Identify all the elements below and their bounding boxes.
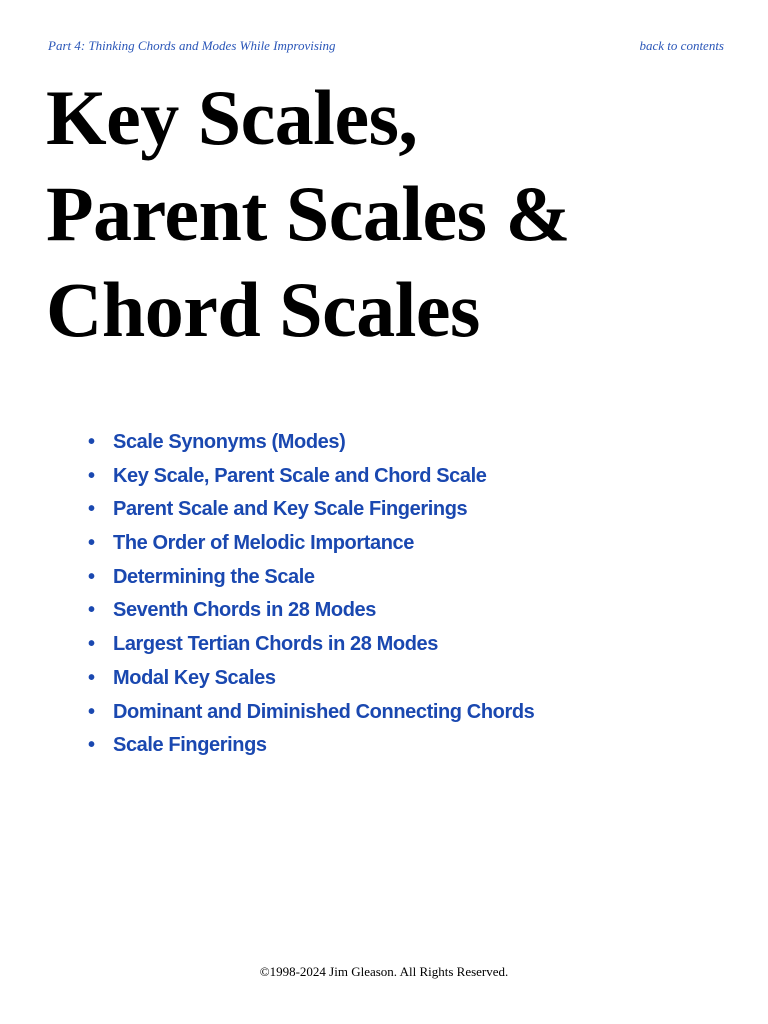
toc-link-tertian-chords[interactable]: Largest Tertian Chords in 28 Modes xyxy=(113,633,438,656)
part-link[interactable]: Part 4: Thinking Chords and Modes While Improvising xyxy=(48,38,336,53)
toc-link-connecting-chords[interactable]: Dominant and Diminished Connecting Chords xyxy=(113,700,535,723)
footer-copyright: ©1998-2024 Jim Gleason. All Rights Reserved. xyxy=(259,964,509,979)
toc-link-modal-key-scales[interactable]: Modal Key Scales xyxy=(113,666,276,689)
toc-link-parent-key-fingerings[interactable]: Parent Scale and Key Scale Fingerings xyxy=(113,498,468,521)
toc-list xyxy=(88,426,534,763)
header-bar xyxy=(48,38,724,58)
page-title-line: Key Scales, xyxy=(46,74,418,161)
toc-link-key-parent-chord-scale[interactable]: Key Scale, Parent Scale and Chord Scale xyxy=(113,464,487,487)
toc-link-seventh-chords[interactable]: Seventh Chords in 28 Modes xyxy=(113,599,376,622)
bullet-icon: • xyxy=(88,666,96,689)
back-to-contents-link[interactable]: back to contents xyxy=(639,38,724,53)
bullet-icon: • xyxy=(88,565,96,588)
toc-item-modal-key-scales xyxy=(88,662,534,696)
toc-item-determining-scale xyxy=(88,561,534,595)
bullet-icon: • xyxy=(88,734,96,757)
bullet-icon: • xyxy=(88,532,96,555)
page-title xyxy=(46,70,736,358)
bullet-icon: • xyxy=(88,498,96,521)
toc-item-tertian-chords xyxy=(88,628,534,662)
bullet-icon: • xyxy=(88,431,96,453)
toc-item-parent-key-fingerings xyxy=(88,493,534,527)
toc-link-scale-synonyms[interactable]: Scale Synonyms (Modes) xyxy=(113,431,346,453)
toc-item-melodic-importance xyxy=(88,527,534,561)
bullet-icon: • xyxy=(88,599,96,622)
page-title-line: Chord Scales xyxy=(46,266,480,353)
bullet-icon: • xyxy=(88,700,96,723)
toc-link-scale-fingerings[interactable]: Scale Fingerings xyxy=(113,734,267,757)
toc-item-seventh-chords xyxy=(88,594,534,628)
toc-item-key-parent-chord-scale xyxy=(88,460,534,494)
toc-item-connecting-chords xyxy=(88,696,534,730)
toc-item-scale-synonyms xyxy=(88,426,534,460)
toc-link-determining-scale[interactable]: Determining the Scale xyxy=(113,565,315,588)
bullet-icon: • xyxy=(88,633,96,656)
toc-item-scale-fingerings xyxy=(88,729,534,763)
page-title-line: Parent Scales & xyxy=(46,170,570,257)
bullet-icon: • xyxy=(88,464,96,487)
toc-link-melodic-importance[interactable]: The Order of Melodic Importance xyxy=(113,532,414,555)
